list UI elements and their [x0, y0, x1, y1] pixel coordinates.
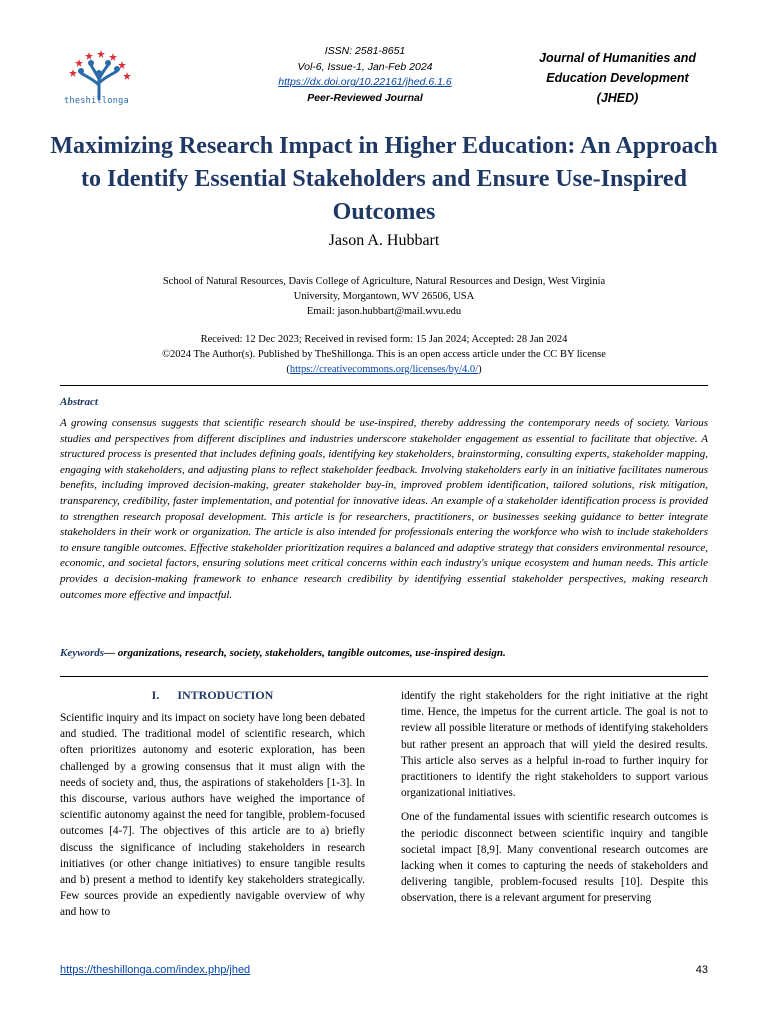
page-number: 43	[695, 964, 708, 976]
abstract-heading: Abstract	[60, 396, 98, 408]
license-paren-open: (	[286, 364, 290, 375]
peer-reviewed-label: Peer-Reviewed Journal	[307, 91, 423, 104]
divider-top	[60, 385, 708, 386]
paragraph: identify the right stakeholders for the right initiative at the right time. Hence, the impetus for the current article. The goal is not to review all possible literature or methods of identifying stakeholders but rather present an approach that will yield the desired results. This article also serves as a helpful in-road to further inquiry for practitioners to identify the right stakeholders to support various organizational initiatives.	[401, 690, 708, 800]
article-title: Maximizing Research Impact in Higher Education: An Approach to Identify Essential Stakeholders and Ensure Use-Inspired Outcomes	[50, 133, 718, 225]
keywords-list: — organizations, research, society, stakeholders, tangible outcomes, use-inspired design.	[104, 647, 506, 659]
author-email: Email: jason.hubbart@mail.wvu.edu	[306, 306, 462, 317]
left-column	[60, 710, 365, 929]
abstract-text: A growing consensus suggests that scientific research should be use-inspired, thereby addressing the contemporary needs of society. Various studies and perspectives from different disciplines and industries underscore stakeholder engagement as essential to facilitate that objective. A structured process is presented that includes defining goals, identifying key stakeholders, brainstorming, consulting experts, stakeholder mapping, engaging with stakeholders, and adjusting plans to reflect stakeholder feedback. Involving stakeholders early in an initiative facilitates numerous benefits, including improved decision-making, greater stakeholder buy-in, improved problem identification, tailored solutions, risk mitigation, transparency, credibility, faster implementation, and potential for innovative ideas. An example of a stakeholder identification process is provided to strengthen research proposal development. This article is for researchers, practitioners, or businesses seeking guidance to better integrate stakeholders in their work or organization. The article is also intended for professionals entering the workforce who wish to include stakeholders to ensure tangible outcomes. Effective stakeholder prioritization requires a balanced and adaptive strategy that considers environmental resource, economic, and societal factors, ensuring solutions meet critical concerns within each industry's unique ecosystem and human needs. This article provides a decision-making framework to enhance research credibility by identifying essential stakeholder perspectives, making research outcomes more effective and impactful.	[60, 417, 708, 601]
paragraph: One of the fundamental issues with scientific research outcomes is the periodic disconnect between scientific inquiry and tangible societal impact [8,9]. Many conventional research outcomes are lacking when it comes to capturing the needs of stakeholders and delivering tangible, problem-focused results [10]. Despite this observation, there is a relevant argument for preserving	[401, 811, 708, 905]
journal-website-link[interactable]: https://theshillonga.com/index.php/jhed	[60, 964, 251, 976]
journal-name-line-1: Journal of Humanities and	[539, 51, 696, 65]
right-column	[401, 688, 708, 915]
journal-issue-info	[250, 44, 480, 106]
license-paren-close: )	[478, 364, 482, 375]
author-name: Jason A. Hubbart	[328, 232, 440, 249]
section-title: INTRODUCTION	[177, 688, 274, 702]
license-link[interactable]: https://creativecommons.org/licenses/by/4.0/	[289, 364, 479, 375]
section-number: I.	[151, 688, 160, 702]
paragraph: Scientific inquiry and its impact on society have long been debated and studied. The traditional model of scientific research, which often prioritizes autonomy and esoteric exploration, has been challenged by a growing consensus that it must align with the needs of society and, thus, the aspirations of stakeholders [1-3]. In this discourse, various authors have weighed the importance of scientific autonomy against the need for tangible, problem-focused outcomes [4-7]. The objectives of this article are to a) briefly discuss the significance of including stakeholders in research initiatives (or other change initiatives) to ensure tangible results and b) present a method to identify key stakeholders strategically. Few sources provide an expediently navigable overview of why and how to	[60, 712, 365, 919]
issn: ISSN: 2581-8651	[324, 45, 406, 57]
author-affiliation	[100, 274, 668, 319]
journal-name-line-2: Education Development	[546, 71, 689, 85]
license-statement: ©2024 The Author(s). Published by TheShillonga. This is an open access article under the CC BY license	[162, 349, 606, 360]
divider-bottom	[60, 676, 708, 677]
volume-issue: Vol-6, Issue-1, Jan-Feb 2024	[297, 60, 433, 73]
journal-name	[525, 48, 710, 108]
affiliation-line-1: School of Natural Resources, Davis College of Agriculture, Natural Resources and Design, West Virginia	[162, 276, 606, 287]
journal-abbreviation: (JHED)	[596, 91, 639, 105]
publication-history	[100, 332, 668, 377]
keywords	[60, 647, 708, 659]
affiliation-line-2: University, Morgantown, WV 26506, USA	[293, 291, 475, 302]
keywords-label: Keywords	[60, 647, 104, 659]
doi-link[interactable]: https://dx.doi.org/10.22161/jhed.6.1.6	[278, 76, 452, 88]
license-link-line	[100, 362, 668, 377]
section-heading-introduction	[60, 688, 365, 703]
logo-wordmark: theshillonga	[64, 96, 130, 106]
received-accepted-dates: Received: 12 Dec 2023; Received in revised form: 15 Jan 2024; Accepted: 28 Jan 2024	[200, 334, 568, 345]
